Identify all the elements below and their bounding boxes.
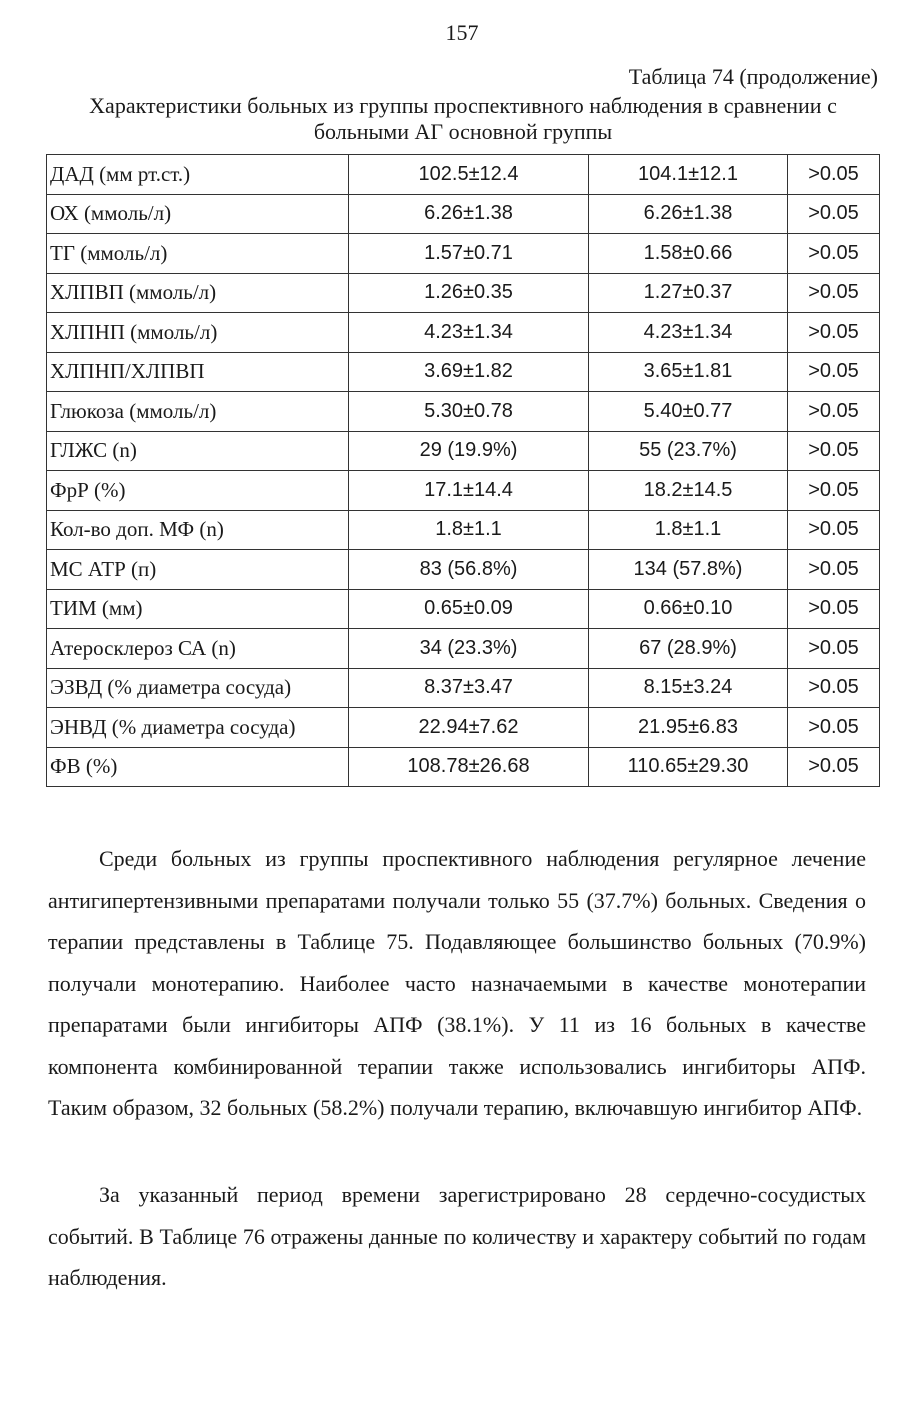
group2-value-cell: 110.65±29.30 xyxy=(589,747,788,787)
paragraph-events: За указанный период времени зарегистрировано 28 сердечно-сосудистых событий. В Таблице 76 отражены данные по количеству и характеру событий по годам наблюдения. xyxy=(48,1182,866,1290)
group1-value-cell: 6.26±1.38 xyxy=(349,194,589,234)
p-value-cell: >0.05 xyxy=(788,392,880,432)
table-row xyxy=(47,313,880,353)
table-row xyxy=(47,747,880,787)
table-title: Характеристики больных из группы проспективного наблюдения в сравнении с больными АГ основной группы xyxy=(89,93,837,144)
p-value-cell: >0.05 xyxy=(788,747,880,787)
p-value-cell: >0.05 xyxy=(788,550,880,590)
row-label-cell: ЭНВД (% диаметра сосуда) xyxy=(47,708,349,748)
group1-value-cell: 1.8±1.1 xyxy=(349,510,589,550)
table-row xyxy=(47,589,880,629)
group1-value-cell: 5.30±0.78 xyxy=(349,392,589,432)
group2-value-cell: 1.8±1.1 xyxy=(589,510,788,550)
row-label-cell: ХЛПНП/ХЛПВП xyxy=(47,352,349,392)
p-value-cell: >0.05 xyxy=(788,155,880,195)
group2-value-cell: 1.27±0.37 xyxy=(589,273,788,313)
group2-value-cell: 55 (23.7%) xyxy=(589,431,788,471)
group1-value-cell: 0.65±0.09 xyxy=(349,589,589,629)
group1-value-cell: 22.94±7.62 xyxy=(349,708,589,748)
group2-value-cell: 18.2±14.5 xyxy=(589,471,788,511)
row-label-cell: ФрР (%) xyxy=(47,471,349,511)
group2-value-cell: 8.15±3.24 xyxy=(589,668,788,708)
p-value-cell: >0.05 xyxy=(788,352,880,392)
row-label-cell: ХЛПВП (ммоль/л) xyxy=(47,273,349,313)
group1-value-cell: 17.1±14.4 xyxy=(349,471,589,511)
p-value-cell: >0.05 xyxy=(788,313,880,353)
group1-value-cell: 4.23±1.34 xyxy=(349,313,589,353)
p-value-cell: >0.05 xyxy=(788,471,880,511)
table-row xyxy=(47,273,880,313)
table-row xyxy=(47,194,880,234)
p-value-cell: >0.05 xyxy=(788,194,880,234)
table-label: Таблица 74 (продолжение) xyxy=(628,64,878,89)
group1-value-cell: 29 (19.9%) xyxy=(349,431,589,471)
p-value-cell: >0.05 xyxy=(788,668,880,708)
p-value-cell: >0.05 xyxy=(788,629,880,669)
row-label-cell: ЭЗВД (% диаметра сосуда) xyxy=(47,668,349,708)
group2-value-cell: 5.40±0.77 xyxy=(589,392,788,432)
page-number: 157 xyxy=(445,20,479,45)
table-row xyxy=(47,431,880,471)
row-label-cell: МС АТР (п) xyxy=(47,550,349,590)
group1-value-cell: 3.69±1.82 xyxy=(349,352,589,392)
group2-value-cell: 21.95±6.83 xyxy=(589,708,788,748)
group2-value-cell: 67 (28.9%) xyxy=(589,629,788,669)
group2-value-cell: 4.23±1.34 xyxy=(589,313,788,353)
group2-value-cell: 3.65±1.81 xyxy=(589,352,788,392)
group1-value-cell: 34 (23.3%) xyxy=(349,629,589,669)
group2-value-cell: 1.58±0.66 xyxy=(589,234,788,274)
row-label-cell: ОХ (ммоль/л) xyxy=(47,194,349,234)
group2-value-cell: 0.66±0.10 xyxy=(589,589,788,629)
p-value-cell: >0.05 xyxy=(788,510,880,550)
table-row xyxy=(47,352,880,392)
row-label-cell: ТИМ (мм) xyxy=(47,589,349,629)
group2-value-cell: 6.26±1.38 xyxy=(589,194,788,234)
group2-value-cell: 134 (57.8%) xyxy=(589,550,788,590)
data-table xyxy=(46,154,880,787)
table-row xyxy=(47,510,880,550)
table-row xyxy=(47,392,880,432)
row-label-cell: Атеросклероз СА (n) xyxy=(47,629,349,669)
table-row xyxy=(47,155,880,195)
p-value-cell: >0.05 xyxy=(788,234,880,274)
group1-value-cell: 8.37±3.47 xyxy=(349,668,589,708)
row-label-cell: ФВ (%) xyxy=(47,747,349,787)
p-value-cell: >0.05 xyxy=(788,273,880,313)
row-label-cell: Глюкоза (ммоль/л) xyxy=(47,392,349,432)
p-value-cell: >0.05 xyxy=(788,708,880,748)
row-label-cell: ДАД (мм рт.ст.) xyxy=(47,155,349,195)
p-value-cell: >0.05 xyxy=(788,431,880,471)
row-label-cell: ГЛЖС (n) xyxy=(47,431,349,471)
table-row xyxy=(47,668,880,708)
row-label-cell: Кол-во доп. МФ (n) xyxy=(47,510,349,550)
group1-value-cell: 83 (56.8%) xyxy=(349,550,589,590)
group1-value-cell: 1.26±0.35 xyxy=(349,273,589,313)
table-row xyxy=(47,471,880,511)
table-body xyxy=(47,155,880,787)
group2-value-cell: 104.1±12.1 xyxy=(589,155,788,195)
p-value-cell: >0.05 xyxy=(788,589,880,629)
group1-value-cell: 1.57±0.71 xyxy=(349,234,589,274)
table-row xyxy=(47,234,880,274)
row-label-cell: ТГ (ммоль/л) xyxy=(47,234,349,274)
group1-value-cell: 102.5±12.4 xyxy=(349,155,589,195)
table-row xyxy=(47,629,880,669)
table-row xyxy=(47,708,880,748)
row-label-cell: ХЛПНП (ммоль/л) xyxy=(47,313,349,353)
table-row xyxy=(47,550,880,590)
group1-value-cell: 108.78±26.68 xyxy=(349,747,589,787)
paragraph-therapy: Среди больных из группы проспективного наблюдения регулярное лечение антигипертензивными препаратами получали только 55 (37.7%) больных. Сведения о терапии представлены в Таблице 75. Подавляющее большинство больных (70.9%) получали монотерапию. Наиболее часто назначаемыми в качестве монотерапии препаратами были ингибиторы АПФ (38.1%). У 11 из 16 больных в качестве компонента комбинированной терапии также использовались ингибиторы АПФ. Таким образом, 32 больных (58.2%) получали терапию, включавшую ингибитор АПФ. xyxy=(48,846,866,1120)
